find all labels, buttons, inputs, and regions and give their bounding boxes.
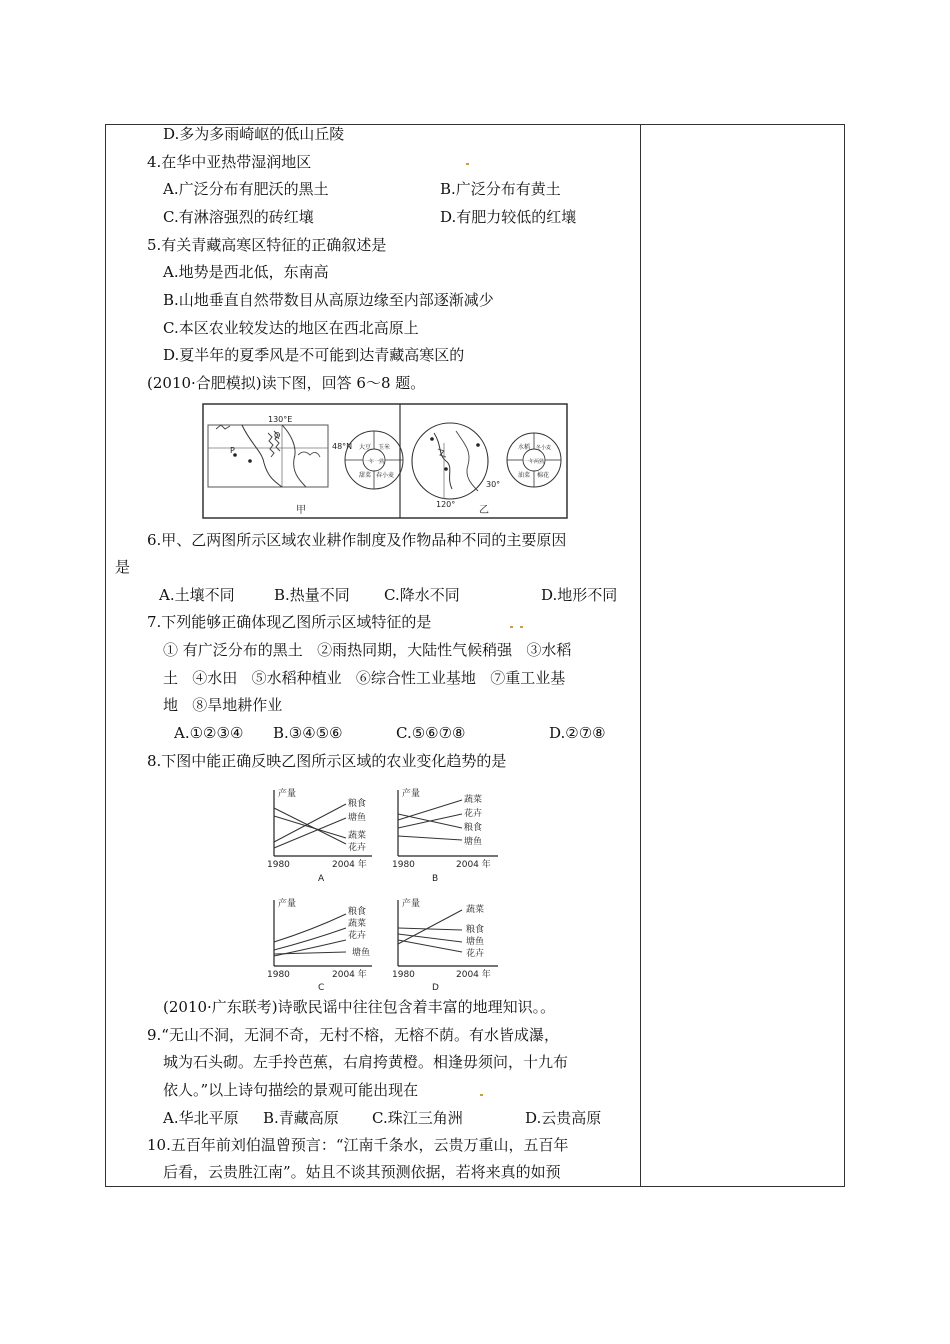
yi-circle-item: 冬小麦: [536, 445, 552, 451]
intro-guangdong: (2010·广东联考)诗歌民谣中往往包含着丰富的地理知识。。: [163, 998, 556, 1016]
q5-option-b: B.山地垂直自然带数目从高原边缘至内部逐渐减少: [163, 291, 494, 309]
panel-a-x-end: 2004 年: [332, 860, 367, 870]
panel-d-x-start: 1980: [392, 970, 415, 980]
q9-option-b: B.青藏高原: [263, 1109, 339, 1127]
panel-d-x-end: 2004 年: [456, 970, 491, 980]
panel-b-letter: B: [432, 874, 439, 884]
q9-option-a: A.华北平原: [163, 1109, 239, 1127]
yi-circle-center: 一年两熟: [523, 459, 545, 465]
q7-option-d: D.②⑦⑧: [549, 724, 606, 742]
panel-b-label: 粮食: [464, 823, 483, 833]
q8-stem: 8.下图中能正确反映乙图所示区域的农业变化趋势的是: [147, 752, 507, 770]
q6-stem-cont: 是: [115, 558, 131, 576]
q5-stem: 5.有关青藏高寒区特征的正确叙述是: [147, 236, 387, 254]
panel-c-x-end: 2004 年: [332, 970, 367, 980]
panel-b-label: 蔬菜: [464, 795, 483, 805]
map-lon-130: 130°E: [268, 415, 293, 424]
q7-line-1: ① 有广泛分布的黑土 ②雨热同期，大陆性气候稍强 ③水稻: [163, 641, 572, 659]
panel-d-label: 塘鱼: [466, 937, 485, 947]
q9-line-1: 9.“无山不洞，无洞不奇，无村不榕，无榕不荫。有水皆成瀑，: [147, 1026, 559, 1044]
panel-a: [267, 787, 372, 884]
yi-circle-item: 棉花: [537, 472, 550, 479]
q7-option-a: A.①②③④: [174, 724, 244, 742]
panel-c-ylabel: 产量: [278, 899, 297, 909]
q4-option-a: A.广泛分布有肥沃的黑土: [163, 180, 329, 198]
panel-b-label: 塘鱼: [464, 837, 483, 847]
jia-circle-item: 玉米: [378, 444, 391, 451]
jia-circle-item: 甜菜: [359, 472, 372, 479]
panel-b-ylabel: 产量: [402, 789, 421, 799]
panel-a-ylabel: 产量: [278, 789, 297, 799]
panel-c-letter: C: [318, 983, 325, 992]
q10-line-2: 后看，云贵胜江南”。姑且不谈其预测依据，若将来真的如预: [163, 1163, 561, 1181]
q10-line-1: 10.五百年前刘伯温曾预言：“江南千条水，云贵万重山，五百年: [147, 1136, 569, 1154]
column-divider: [640, 124, 641, 1187]
panel-b-x-end: 2004 年: [456, 860, 491, 870]
q6-stem: 6.甲、乙两图所示区域农业耕作制度及作物品种不同的主要原因: [147, 531, 567, 549]
q9-line-3: 依人。”以上诗句描绘的景观可能出现在: [163, 1081, 419, 1099]
map-lon-120: 120°: [436, 500, 456, 509]
q7-line-3: 地 ⑧旱地耕作业: [163, 696, 283, 714]
jia-circle-item: 春小麦: [376, 472, 395, 479]
panel-d: [392, 897, 498, 992]
yi-circle-item: 水稻: [518, 444, 531, 451]
label-jia: 甲: [296, 505, 306, 516]
q5-option-a: A.地势是西北低，东南高: [163, 263, 329, 281]
panel-a-letter: A: [318, 874, 325, 884]
q4-option-b: B.广泛分布有黄土: [440, 180, 561, 198]
q5-option-c: C.本区农业较发达的地区在西北高原上: [163, 319, 419, 337]
panel-d-label: 粮食: [466, 925, 485, 935]
jia-circle-item: 大豆: [359, 444, 372, 451]
q5-option-d: D.夏半年的夏季风是不可能到达青藏高寒区的: [163, 346, 465, 364]
jia-circle-center: 一年一熟: [363, 459, 385, 465]
trend-figure: [262, 780, 512, 992]
q9-option-c: C.珠江三角洲: [372, 1109, 463, 1127]
q4-option-d: D.有肥力较低的红壤: [440, 208, 577, 226]
panel-c-label: 花卉: [348, 931, 367, 941]
panel-a-x-start: 1980: [267, 860, 290, 870]
panel-c-label: 蔬菜: [348, 919, 367, 929]
map-lat-30: 30°: [486, 480, 501, 489]
panel-d-label: 花卉: [466, 949, 485, 959]
q6-option-b: B.热量不同: [274, 586, 350, 604]
q7-line-2: 土 ④水田 ⑤水稻种植业 ⑥综合性工业基地 ⑦重工业基: [163, 669, 566, 687]
stray-mark: [480, 1094, 483, 1096]
q9-option-d: D.云贵高原: [525, 1109, 602, 1127]
panel-b-label: 花卉: [464, 809, 483, 819]
map-lat-48: 48°N: [332, 442, 353, 451]
q6-option-c: C.降水不同: [384, 586, 460, 604]
q7-stem: 7.下列能够正确体现乙图所示区域特征的是: [147, 613, 432, 631]
q6-option-a: A.土壤不同: [159, 586, 235, 604]
q7-option-b: B.③④⑤⑥: [273, 724, 343, 742]
map-label-q: Q: [274, 431, 281, 440]
q6-option-d: D.地形不同: [541, 586, 618, 604]
q4-stem: 4.在华中亚热带湿润地区: [147, 153, 312, 171]
stray-mark: [510, 626, 513, 628]
intro-hefei: (2010·合肥模拟)读下图，回答 6～8 题。: [147, 374, 426, 392]
panel-b-x-start: 1980: [392, 860, 415, 870]
panel-a-label: 粮食: [348, 799, 367, 809]
q9-line-2: 城为石头砌。左手拎芭蕉，右肩挎黄橙。相逢毋须问，十九布: [163, 1053, 569, 1071]
panel-c: [267, 897, 372, 992]
panel-c-x-start: 1980: [267, 970, 290, 980]
panel-d-label: 蔬菜: [466, 905, 485, 915]
q4-option-c: C.有淋溶强烈的砖红壤: [163, 208, 314, 226]
panel-c-label: 粮食: [348, 907, 367, 917]
panel-a-label: 蔬菜: [348, 831, 367, 841]
q3-option-d: D.多为多雨崎岖的低山丘陵: [163, 125, 345, 143]
stray-mark: [466, 163, 469, 165]
panel-d-ylabel: 产量: [402, 899, 421, 909]
panel-b: [392, 787, 498, 884]
map-figure: [202, 403, 568, 519]
q7-option-c: C.⑤⑥⑦⑧: [396, 724, 466, 742]
panel-d-letter: D: [432, 983, 439, 992]
panel-a-label: 塘鱼: [348, 813, 367, 823]
yi-circle-item: 油菜: [518, 472, 531, 479]
map-label-p: P: [230, 446, 235, 455]
label-yi: 乙: [479, 505, 489, 516]
panel-a-label: 花卉: [348, 843, 367, 853]
stray-mark: [520, 626, 523, 628]
panel-c-label: 塘鱼: [352, 948, 371, 958]
